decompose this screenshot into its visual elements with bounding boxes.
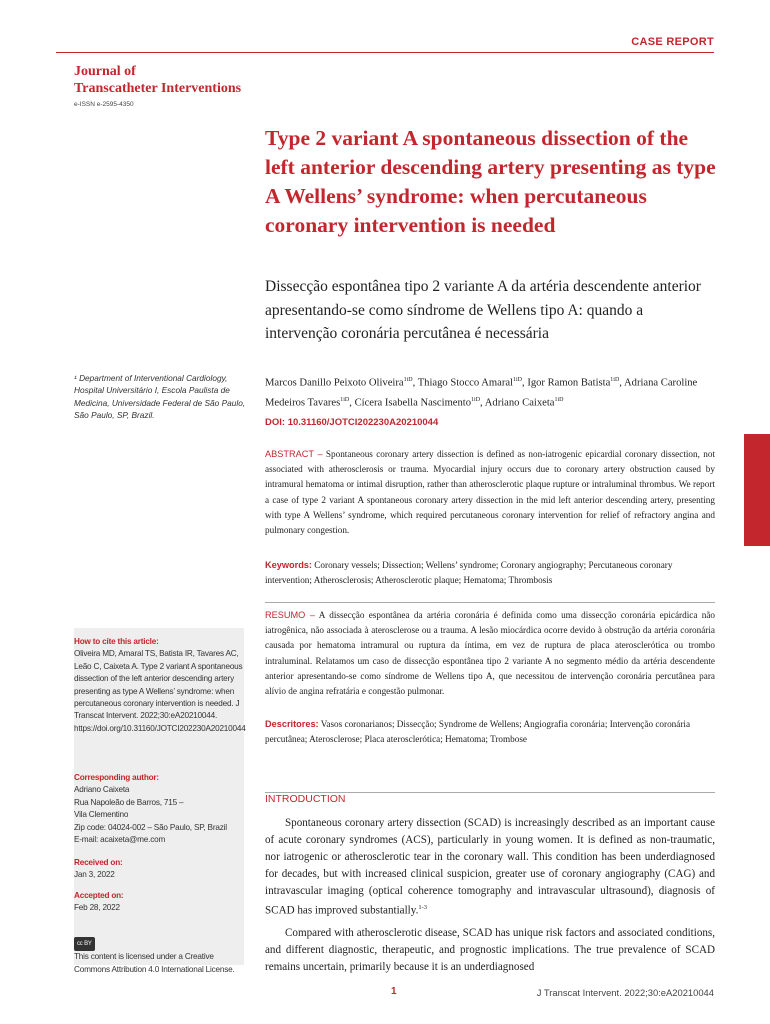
issn: e-ISSN e-2595-4350: [74, 101, 134, 108]
paragraph-1-text: Spontaneous coronary artery dissection (SCAD) is increasingly described as an important cause of acute coronary syndromes (ACS), particularly in young women. It is defined as non-traumatic, nor iatrogenic or atherosclerotic tear in the coronary wall. This condition has been underdiagnosed for decades, but with increased clinical suspicion, greater use of coronary angiography (CAG) and intravascular imaging (optical coherence tomography and intravascular ultrasound), diagnosis of SCAD has improved substantially.: [265, 817, 715, 917]
descritores-label: Descritores:: [265, 719, 319, 729]
corr-address-2: Vila Clementino: [74, 810, 129, 820]
received-date: Jan 3, 2022: [74, 870, 115, 880]
license-text: This content is licensed under a Creative Commons Attribution 4.0 International License.: [74, 952, 235, 974]
cite-heading: How to cite this article:: [74, 637, 159, 646]
resumo-heading: RESUMO –: [265, 610, 315, 620]
doi-link[interactable]: DOI: 10.31160/JOTCI202230A20210044: [265, 417, 439, 428]
orcid-icon[interactable]: 1iD: [471, 396, 481, 403]
author-list: [265, 372, 725, 411]
descritores: [265, 717, 715, 747]
author-separator: ,: [349, 397, 355, 409]
journal-name: [74, 63, 241, 97]
abstract-heading: ABSTRACT –: [265, 449, 323, 459]
side-tab: [744, 434, 770, 546]
orcid-icon[interactable]: 1iD: [513, 377, 523, 383]
author-separator: ,: [412, 377, 418, 389]
corresponding-author: [74, 772, 244, 846]
journal-name-line2: Transcatheter Interventions: [74, 81, 242, 96]
accepted-heading: Accepted on:: [74, 891, 124, 900]
orcid-icon[interactable]: 1iD: [340, 396, 350, 403]
descritores-text: Vasos coronarianos; Dissecção; Syndrome de Wellens; Angiografia coronária; Intervenção coronária percutânea; Aterosclerose; Placa aterosclerótica; Hematoma; Trombose: [265, 719, 691, 745]
author-name: Igor Ramon Batista: [527, 377, 611, 389]
reference-sup[interactable]: 1-3: [418, 903, 428, 911]
corr-name: Adriano Caixeta: [74, 785, 130, 795]
article-subtitle: Dissecção espontânea tipo 2 variante A da artéria descendente anterior apresentando-se como síndrome de Wellens tipo A: quando a intervenção coronária percutânea é necessária: [265, 278, 701, 342]
corr-address-1: Rua Napoleão de Barros, 715 –: [74, 797, 184, 807]
resumo-text: A dissecção espontânea da artéria coronária é definida como uma dissecção coronária epicárdica não iatrogênica, não associada à aterosclerose ou a trauma. A lesão miocárdica ocorre devido à obstrução da artéria coronária causada por hematoma intramural ou ruptura da íntima, em vez de ruptura de placa aterosclerótica ou trombo intraluminal. Relatamos um caso de dissecção espontânea tipo 2 variante A no segmento médio da artéria descendente anterior apresentando-se como síndrome de Wellens tipo A, que necessitou de intervenção coronária percutânea para alívio de angina refratária e congestão pulmonar.: [265, 610, 715, 697]
keywords-label: Keywords:: [265, 560, 312, 570]
abstract: [265, 447, 715, 538]
affiliation: ¹ Department of Interventional Cardiology, Hospital Universitário I, Escola Paulista de Medicina, Universidade Federal de São Paulo, São Paulo, SP, Brazil.: [74, 373, 246, 421]
author-name: Adriano Caixeta: [484, 397, 555, 409]
received-heading: Received on:: [74, 858, 123, 867]
author-separator: ,: [619, 377, 625, 389]
page-citation: J Transcat Intervent. 2022;30:eA20210044: [536, 987, 714, 998]
author-name: Adriana Caroline Medeiros Tavares: [265, 377, 698, 409]
journal-name-line1: Journal of: [74, 64, 136, 79]
license: [74, 937, 244, 976]
cc-by-icon[interactable]: cc BY: [74, 937, 95, 951]
article-title: Type 2 variant A spontaneous dissection of the left anterior descending artery presenting as type A Wellens’ syndrome: when percutaneous coronary intervention is needed: [265, 126, 716, 237]
keywords-text: Coronary vessels; Dissection; Wellens’ syndrome; Coronary angiography; Percutaneous coronary intervention; Atherosclerosis; Atherosclerotic plaque; Hematoma; Thrombosis: [265, 560, 673, 586]
body-paragraph-1: [265, 815, 715, 919]
author-name: Cícera Isabella Nascimento: [354, 397, 472, 409]
author-name: Marcos Danillo Peixoto Oliveira: [265, 377, 404, 389]
corr-heading: Corresponding author:: [74, 773, 159, 782]
orcid-icon[interactable]: 1iD: [610, 377, 620, 383]
orcid-icon[interactable]: 1iD: [403, 377, 413, 383]
accepted-date: Feb 28, 2022: [74, 903, 120, 913]
resumo: [265, 608, 715, 699]
author-separator: ,: [522, 377, 528, 389]
keywords: [265, 558, 715, 588]
header-rule: [56, 52, 714, 53]
page-number: 1: [391, 986, 397, 997]
accepted: [74, 890, 244, 915]
how-to-cite: [74, 636, 244, 735]
corr-address-3: Zip code: 04024-002 – São Paulo, SP, Brazil: [74, 822, 227, 832]
author-separator: ,: [480, 397, 485, 409]
received: [74, 857, 244, 882]
orcid-icon[interactable]: 1iD: [554, 396, 564, 403]
cite-text: Oliveira MD, Amaral TS, Batista IR, Tavares AC, Leão C, Caixeta A. Type 2 variant A spontaneous dissection of the left anterior descending artery presenting as type A Wellens’ syndrome: when percutaneous coronary intervention is needed. J Transcat Intervent. 2022;30:eA20210044. https://doi.org/10.31160/JOTCI202230A20210044: [74, 649, 246, 733]
abstract-text: Spontaneous coronary artery dissection is defined as non-iatrogenic epicardial coronary dissection, not associated with atherosclerosis or trauma. Myocardial injury occurs due to coronary artery obstruction caused by intramural hematoma or intimal disruption, rather than atherosclerotic plaque rupture or intraluminal thrombus. We report a case of type 2 variant A spontaneous coronary artery dissection in the mid left anterior descending artery, presenting with type A Wellens’ syndrome, which required percutaneous coronary intervention for relief of refractory angina and pulmonary congestion.: [265, 449, 715, 536]
intro-heading: INTRODUCTION: [265, 793, 346, 805]
author-name: Thiago Stocco Amaral: [417, 377, 514, 389]
section-divider: [265, 602, 715, 603]
body-paragraph-2: Compared with atherosclerotic disease, SCAD has unique risk factors and associated conditions, and different diagnostic, therapeutic, and prognostic implications. The true prevalence of SCAD remains uncertain, primarily because it is an underdiagnosed: [265, 927, 715, 973]
section-label: CASE REPORT: [631, 36, 714, 48]
corr-email[interactable]: E-mail: acaixeta@me.com: [74, 835, 166, 845]
